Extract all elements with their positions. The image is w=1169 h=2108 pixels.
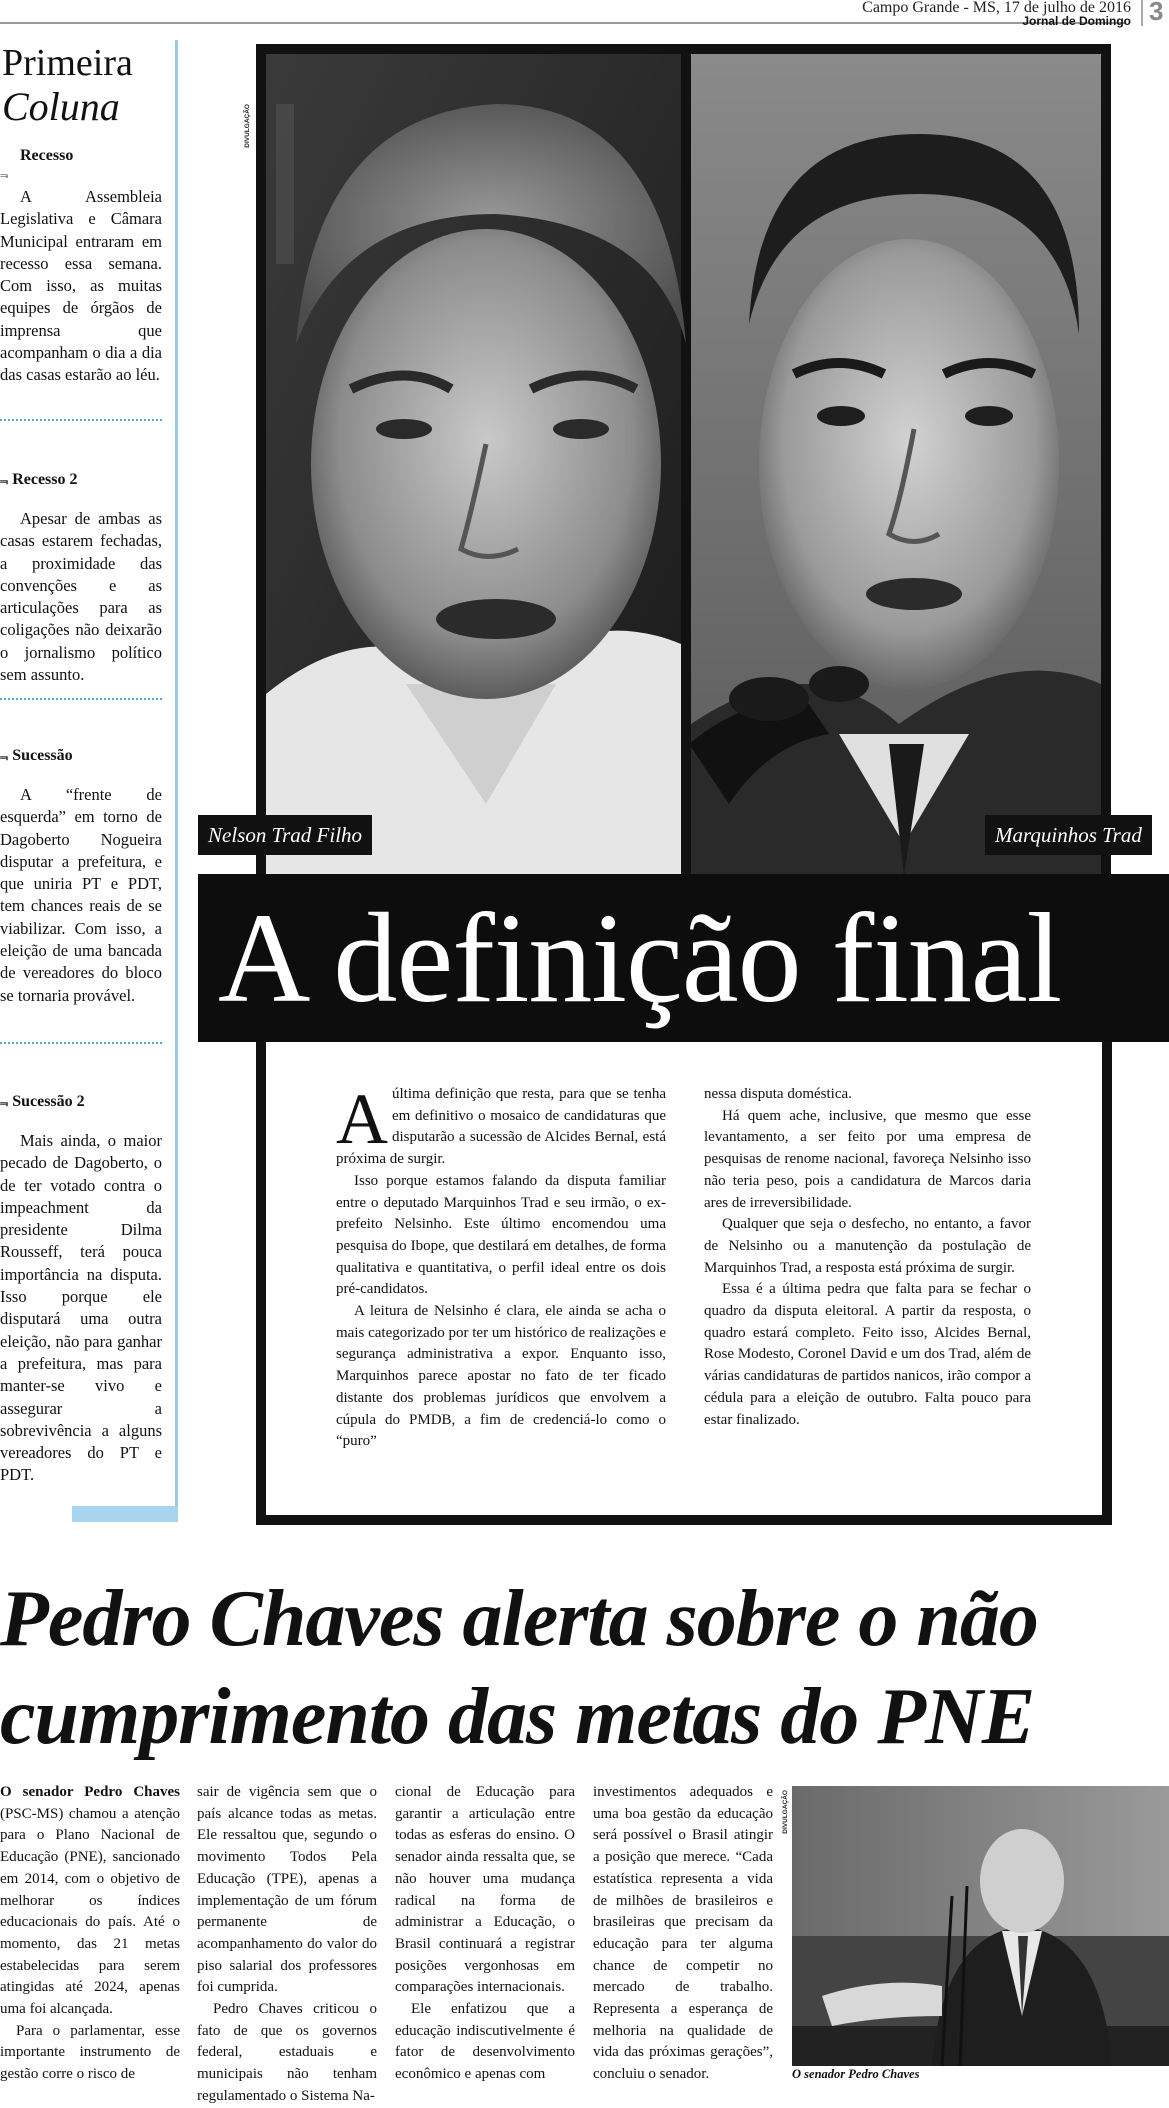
lead-in: O senador Pedro Chaves (0, 1784, 180, 1800)
note-title: Recesso 2 (12, 471, 78, 488)
paragraph: Pedro Chaves criticou o fato de que os governos federal, estaduais e municipais não tenham regulamentado o Sistema Na- (197, 2001, 377, 2104)
story-column-2 (197, 1782, 377, 2108)
note-title-row (0, 746, 162, 766)
column-footer-bar (72, 1506, 178, 1522)
note-recesso-2 (0, 470, 162, 686)
dotted-divider (0, 419, 162, 421)
headline-line-1: Pedro Chaves alerta sobre o não (0, 1575, 1038, 1663)
paragraph: Há quem ache, inclusive, que mesmo que esse levantamento, a ser feito por uma empresa de pesquisas de renome nacional, favoreça Nelsinho isso não teria peso, pois a candidatura de Marcos daria ares de irreversibilidade. (704, 1107, 1031, 1211)
paragraph: Ele enfatizou que a educação indiscutivelmente é fator de desenvolvimento econômico e apenas com (395, 2001, 575, 2083)
place-date: Campo Grande - MS, 17 de julho de 2016 (862, 0, 1131, 16)
column-title-line2: Coluna (2, 84, 120, 129)
note-sucessao-2 (0, 1092, 162, 1487)
note-title-row (0, 470, 162, 490)
paragraph: sair de vigência sem que o país alcance todas as metas. Ele ressaltou que, segundo o movimento Todos Pela Educação (TPE), apenas a implementação de um fórum permanente de acompanhamento do valor do piso salarial dos professores foi cumprida. (197, 1784, 377, 1996)
primeira-coluna (0, 40, 178, 1522)
dotted-divider (0, 1042, 162, 1044)
drop-cap: A (336, 1079, 388, 1159)
chevron-icon: ⫬ (0, 748, 9, 764)
paragraph (0, 1782, 180, 2021)
story-column-3 (395, 1782, 575, 2086)
note-text: A “frente de esquerda” em torno de Dagoberto Nogueira disputar a prefeitura, e que uniria PT e PDT, tem chances reais de se viabilizar. Com isso, a eleição de uma bancada de vereadores do bloco se tornaria provável. (0, 785, 162, 1005)
portrait-image (256, 44, 691, 876)
paragraph: A leitura de Nelsinho é clara, ele ainda se acha o mais categorizado por ter um histórico de realizações e segurança administrativa a expor. Enquanto isso, Marquinhos parece apostar no fato de ter ficado distante dos problemas jurídicos que envolvem a cúpula do PMDB, a fim de credenciá-lo como o “puro” (336, 1303, 666, 1450)
photo-credit: DIVULGAÇÃO (782, 1790, 789, 1834)
story-column-4 (593, 1782, 773, 2086)
column-title-line1: Primeira (2, 42, 133, 84)
chevron-icon: ⫬ (0, 166, 9, 182)
paragraph (336, 1079, 666, 1171)
photo-pedro-chaves (792, 1786, 1169, 2066)
note-title: Recesso (20, 147, 74, 164)
paragraph: Qualquer que seja o desfecho, no entanto, a favor de Nelsinho ou a manutenção da postulação de Marquinhos Trad, a resposta está próxima de surgir. (704, 1216, 1031, 1276)
photo-credit: DIVULGAÇÃO (244, 104, 251, 148)
paragraph: Para o parlamentar, esse importante instrumento de gestão corre o risco de (0, 2022, 180, 2083)
page-number: 3 (1141, 0, 1163, 26)
photo-marquinhos-trad (689, 44, 1111, 876)
paragraph-text: (PSC-MS) chamou a atenção para o Plano Nacional de Educação (PNE), sancionado em 2014, com o objetivo de melhorar os índices educacionais do país. Até o momento, das 21 metas estabelecidas para serem atingidas até 2024, apenas uma foi alcançada. (0, 1805, 180, 2018)
note-sucessao (0, 746, 162, 1007)
story-column-1 (0, 1782, 180, 2086)
chevron-icon: ⫬ (0, 1094, 9, 1110)
photo-nelson-trad-filho (256, 44, 691, 876)
paragraph: nessa disputa doméstica. (704, 1086, 852, 1102)
note-text: Mais ainda, o maior pecado de Dagoberto, o de ter votado contra o impeachment da presidente Dilma Rousseff, terá pouca importância na disputa. Isso porque ele disputará uma outra eleição, não para ganhar a prefeitura, mas para manter-se vivo e assegurar a sobrevivência a alguns vereadores do PT e PDT. (0, 1131, 162, 1485)
note-title-row (0, 1092, 162, 1112)
portrait-image (689, 44, 1111, 876)
dotted-divider (0, 698, 162, 700)
photo-caption: O senador Pedro Chaves (792, 2067, 920, 2081)
second-headline (0, 1570, 1169, 1766)
note-title: Sucessão 2 (12, 1093, 85, 1110)
paragraph: cional de Educação para garantir a articulação entre todas as esferas do ensino. O senador ainda ressalta que, se não houver uma mudança radical na forma de administrar a Educação, o Brasil continuará a registrar posições vergonhosas em comparações internacionais. (395, 1784, 575, 1996)
note-text: A Assembleia Legislativa e Câmara Municipal entraram em recesso essa semana. Com isso, as muitas equipes de órgãos de imprensa que acompanham o dia a dia das casas estarão ao léu. (0, 187, 162, 385)
header-rule (0, 22, 1125, 24)
senator-image (792, 1786, 1169, 2066)
caption-nelson-trad-filho: Nelson Trad Filho (198, 815, 372, 855)
paragraph: Isso porque estamos falando da disputa familiar entre o deputado Marquinhos Trad e seu irmão, o ex-prefeito Nelsinho. Este último encomendou uma pesquisa do Ibope, que destilará em detalhes, de forma qualitativa e quantitativa, o perfil ideal entre os dois pré-candidatos. (336, 1172, 666, 1298)
page-header (0, 0, 1169, 32)
note-text: Apesar de ambas as casas estarem fechadas, a proximidade das convenções e as articulações para as coligações não deixarão o jornalismo político sem assunto. (0, 509, 162, 685)
main-headline: A definição final (218, 887, 1062, 1029)
paper-name: Jornal de Domingo (1022, 14, 1131, 28)
article-column-2 (704, 1084, 1031, 1431)
note-title: Sucessão (12, 747, 73, 764)
chevron-icon: ⫬ (0, 472, 9, 488)
caption-marquinhos-trad: Marquinhos Trad (985, 815, 1152, 855)
paragraph: investimentos adequados e uma boa gestão da educação será possível o Brasil atingir a posição que merece. “Cada estatística representa a vida de milhões de brasileiros e brasileiras que precisam da educação para ter alguma chance de competir no mercado de trabalho. Representa a esperança de melhoria na qualidade de vida das próximas gerações”, concluiu o senador. (593, 1784, 773, 2083)
paragraph: Essa é a última pedra que falta para se fechar o quadro da disputa eleitoral. A partir da resposta, o quadro estará completo. Feito isso, Alcides Bernal, Rose Modesto, Coronel David e um dos Trad, além de várias candidaturas de partidos nanicos, irão compor a cédula para a eleição de outubro. Falta pouco para estar finalizado. (704, 1281, 1031, 1428)
article-column-1 (336, 1079, 666, 1453)
paragraph-text: última definição que resta, para que se tenha em definitivo o mosaico de candidaturas que disputarão a sucessão de Alcides Bernal, está próxima de surgir. (336, 1086, 666, 1168)
headline-line-2: cumprimento das metas do PNE (0, 1673, 1035, 1761)
note-recesso (0, 146, 162, 387)
